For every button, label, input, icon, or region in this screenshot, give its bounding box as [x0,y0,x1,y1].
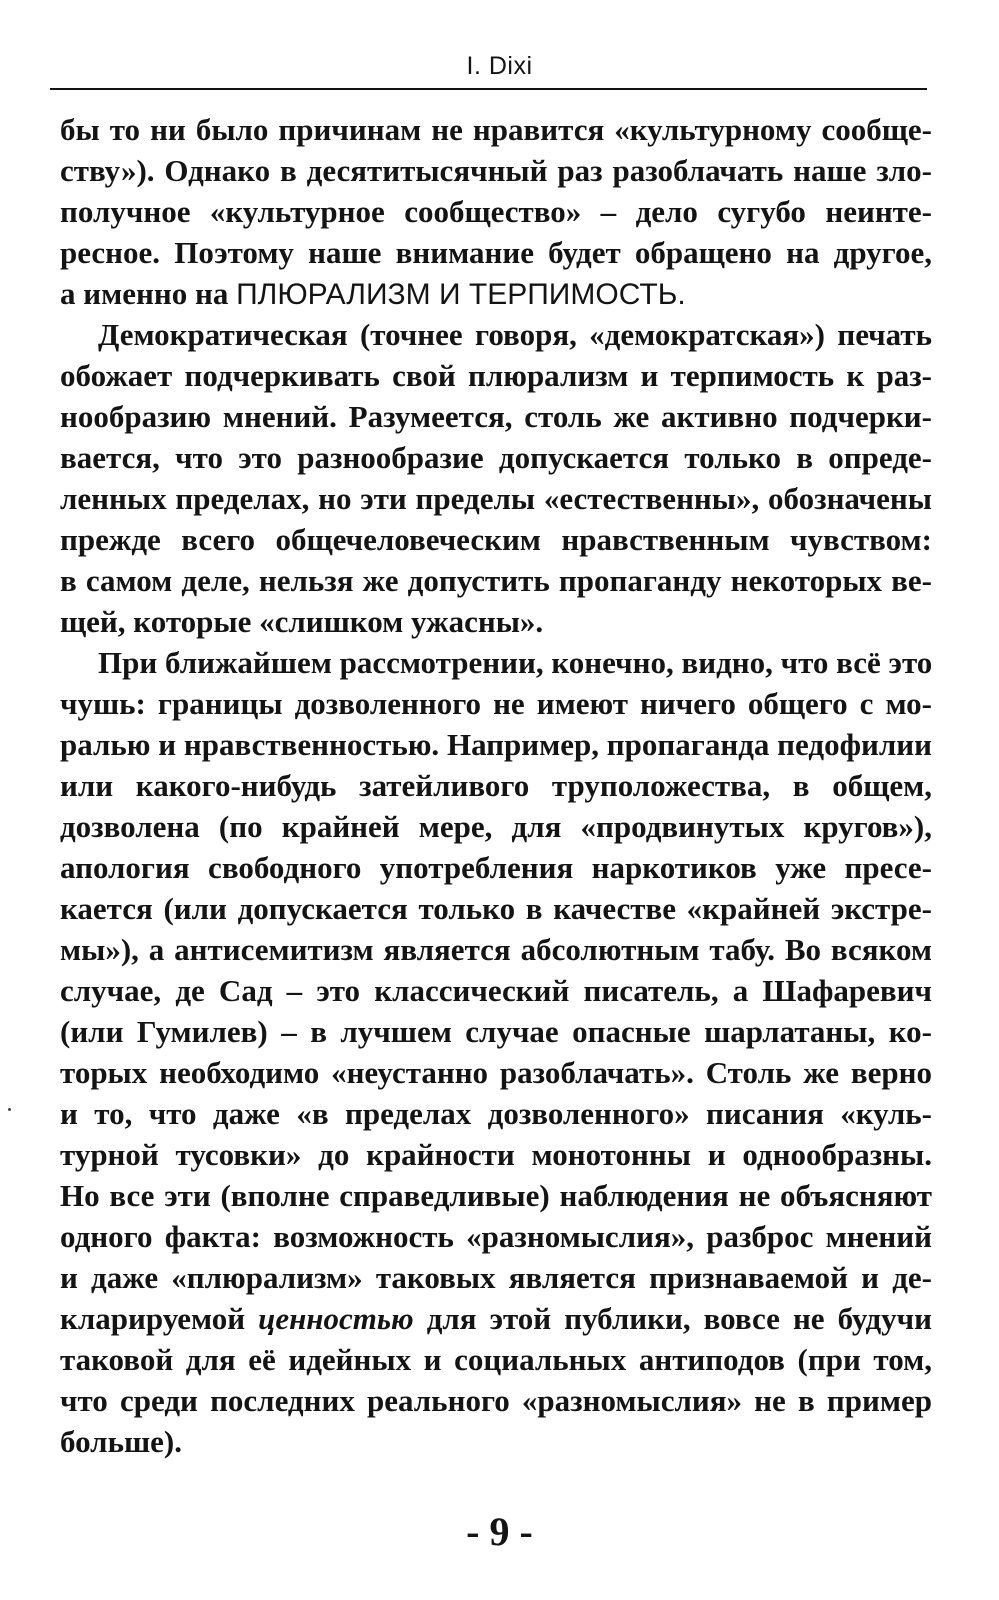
text-line: одного факта: возможность «разномыслия», разброс мнений [60,1219,932,1254]
text-line: мы»), а антисемитизм является абсолютным табу. Во всяком [60,932,932,967]
text-line: ству»). Однако в десятитысячный раз разоблачать наше зло- [60,153,932,188]
text-line: апология свободного употребления наркотиков уже пресе- [60,850,932,885]
text-line: дозволена (по крайней мере, для «продвинутых кругов»), [60,809,932,844]
paragraph-first-line: Демократическая (точнее говоря, «демократская») печать [98,317,932,352]
text-line [60,1299,932,1339]
text-line: нообразию мнений. Разумеется, столь же активно подчерки- [60,399,932,434]
text-line: в самом деле, нельзя же допустить пропаганду некоторых ве- [60,563,932,598]
text-line: чушь: границы дозволенного не имеют ничего общего с мо- [60,686,932,721]
text-line: ралью и нравственностью. Например, пропаганда педофилии [60,727,932,762]
text-fragment: кларируемой [60,1301,259,1336]
text-line: турной тусовки» до крайности монотонны и однообразны. [60,1137,932,1172]
text-line: или какого-нибудь затейливого труположества, в общем, [60,768,932,803]
header-rule [50,88,927,90]
running-title: I. Dixi [466,52,533,80]
text-line: получное «культурное сообщество» – дело сугубо неинте- [60,194,932,229]
text-line: и то, что даже «в пределах дозволенного» писания «куль- [60,1096,932,1131]
text-line: больше). [60,1424,182,1459]
text-line: щей, которые «слишком ужасны». [60,604,544,639]
emphasis-italic: ценностью [258,1301,414,1336]
text-fragment: для этой публики, вовсе не будучи [413,1301,932,1336]
text-line: ресное. Поэтому наше внимание будет обращено на другое, [60,235,932,270]
text-line: вается, что это разнообразие допускается только в опреде- [60,440,932,475]
text-line: что среди последних реального «разномыслия» не в пример [60,1383,932,1418]
text-line: (или Гумилев) – в лучшем случае опасные шарлатаны, ко- [60,1014,932,1049]
emphasis-caps: ПЛЮРАЛИЗМ И ТЕРПИМОСТЬ. [236,278,686,311]
text-line: прежде всего общечеловеческим нравственным чувством: [60,522,932,557]
margin-speck [8,1108,11,1111]
text-line: Но все эти (вполне справедливые) наблюдения не объясняют [60,1178,932,1213]
text-line: ленных пределах, но эти пределы «естественны», обозначены [60,481,932,516]
text-line [60,274,932,314]
text-line: бы то ни было причинам не нравится «культурному сообще- [60,112,932,147]
text-fragment: а именно на [60,276,237,311]
page-number: - 9 - [466,1509,533,1554]
text-line: случае, де Сад – это классический писатель, а Шафаревич [60,973,932,1008]
text-line: торых необходимо «неустанно разоблачать». Столь же верно [60,1055,932,1090]
text-line: таковой для её идейных и социальных антиподов (при том, [60,1342,932,1377]
text-line: и даже «плюрализм» таковых является признаваемой и де- [60,1260,932,1295]
text-line: кается (или допускается только в качестве «крайней экстре- [60,891,932,926]
paragraph-first-line: При ближайшем рассмотрении, конечно, видно, что всё это [98,645,933,680]
text-line: обожает подчеркивать свой плюрализм и терпимость к раз- [60,358,932,393]
